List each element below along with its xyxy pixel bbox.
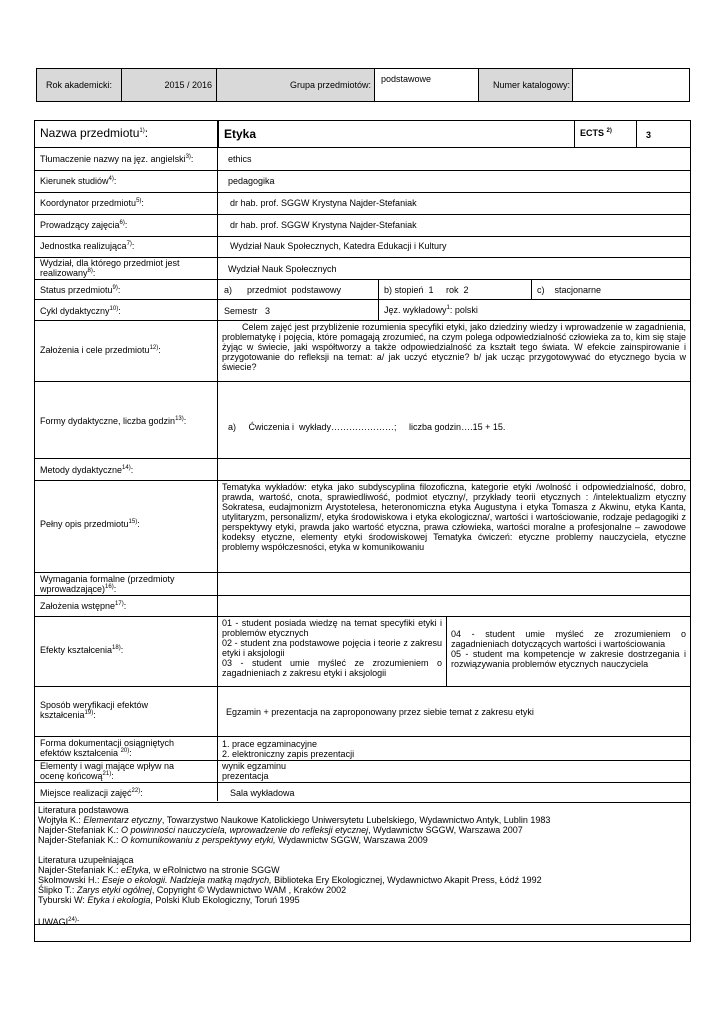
status-b: b) stopień 1 rok 2 [384, 285, 469, 295]
lit-p2: Najder-Stefaniak K.: O powinności nauczyciela, wprowadzenie do refleksji etycznej, Wydawnictw SGGW, Warszawa 2007 [38, 825, 523, 835]
status-c: c) stacjonarne [537, 285, 602, 295]
formy-value: a) Ćwiczenia i wykłady…………………; liczba godzin….15 + 15. [228, 422, 506, 432]
numer-value-cell [573, 69, 689, 101]
prow-value: dr hab. prof. SGGW Krystyna Najder-Stefaniak [230, 220, 417, 230]
opis-label: Pełny opis przedmiotu$^{15)}$: [40, 519, 140, 529]
forma-label: Forma dokumentacji osiągniętych efektów kształcenia $^{20)}$: [40, 738, 175, 758]
lit-podst-title: Literatura podstawowa [38, 805, 129, 815]
zalw-label: Założenia wstępne$^{17)}$: [40, 601, 127, 611]
elem-value: wynik egzaminu prezentacja [222, 761, 287, 781]
lit-u4: Tyburski W: Etyka i ekologia, Polski Klub Ekologiczny, Toruń 1995 [38, 895, 300, 905]
uwagi-label: UWAGI$^{24)}$: [38, 917, 80, 927]
lit-uzup-title: Literatura uzupełniająca [38, 855, 134, 865]
tlum-label: Tłumaczenie nazwy na jęz. angielski$^{3)}$: [40, 154, 194, 164]
header-row [36, 68, 690, 102]
elem-label: Elementy i wagi mające wpływ na ocenę końcową$^{21)}$: [40, 761, 175, 781]
wym-label: Wymagania formalne (przedmioty wprowadzające)$^{16)}$: [40, 574, 175, 594]
sposob-label: Sposób weryfikacji efektów kształcenia$^{19)}$: [40, 700, 149, 720]
miejsce-value: Sala wykładowa [230, 788, 295, 798]
jedn-label: Jednostka realizująca$^{7)}$: [40, 241, 135, 251]
ects-label: ECTS $^{2)}$ [580, 128, 612, 138]
literature-block [34, 804, 690, 906]
rok-label-cell [37, 69, 122, 101]
lit-p1: Wojtyła K.: Elementarz etyczny, Towarzystwo Naukowe Katolickiego Uniwersytetu Lubelskiego, Wydawnictwo Antyk, Lublin 1983 [38, 815, 551, 825]
numer-label-cell [479, 69, 573, 101]
forma-value: 1. prace egzaminacyjne 2. elektroniczny zapis prezentacji [222, 739, 355, 759]
tlum-value: ethics [228, 154, 252, 164]
formy-label: Formy dydaktyczne, liczba godzin$^{13)}$: [40, 416, 187, 426]
grupa-label: Grupa przedmiotów: [289, 80, 371, 90]
ects-value: 3 [646, 130, 652, 140]
grupa-value: podstawowe [381, 74, 432, 84]
wydz-value: Wydział Nauk Społecznych [228, 264, 337, 274]
nazwa-value: Etyka [224, 127, 257, 141]
nazwa-label: Nazwa przedmiotu$^{1)}$: [40, 126, 149, 140]
kier-label: Kierunek studiów$^{4)}$: [40, 176, 117, 186]
rok-value-cell [121, 69, 217, 101]
lit-u3: Ślipko T.: Zarys etyki ogólnej, Copyright © Wydawnictwo WAM , Kraków 2002 [38, 885, 347, 895]
opis-value: Tematyka wykładów: etyka jako subdyscyplina filozoficzna, kategorie etyki /wolność i odpowiedzialność, dobro, prawda, wartość, cnota, sprawiedliwość, podmiot etyczny/, przykłady teorii etycznych : /intelektualizm etyczny Sokratesa, eudajmonizm Arystotelesa, heteronomiczna etyka Augustyna i etyka Tomasza z Akwinu, etyka Kanta, utylitaryzm, personalizm/, etyka środowiskowa i etyka ekologiczna/, wartości i wartościowanie, rodzaje pedagogiki z perspektywy etyki, prawda jako wartość etyczna, prawa człowieka, wartości moralne a profesjonalne – zawodowe kodeksy etyczne, elementy etyki środowiskowej Tematyka ćwiczeń: etyczne problemy nauczyciela, etyczne problemy współczesności, etyka w komunikowaniu [222, 482, 686, 552]
jedn-value: Wydział Nauk Społecznych, Katedra Edukacji i Kultury [230, 241, 447, 251]
lit-u2: Skolmowski H.: Eseje o ekologii. Nadzieja matką mądrych, Biblioteka Ery Ekologicznej, Wydawnictwo Akapit Press, Łódź 1992 [38, 875, 542, 885]
efekty-right: 04 - student umie myśleć ze zrozumieniem o zagadnieniach dotyczących wartości i wartościowania 05 - student ma kompetencje w zakresie dostrzegania i rozwiązywania problemów etycznych nauczyciela [451, 629, 686, 669]
zal-label: Założenia i cele przedmiotu$^{12)}$: [40, 345, 161, 355]
grupa-value-cell [375, 69, 479, 101]
prow-label: Prowadzący zajęcia$^{6)}$: [40, 220, 128, 230]
rok-label: Rok akademicki: [45, 80, 113, 90]
wydz-label: Wydział, dla którego przedmiot jest realizowany$^{8)}$: [40, 258, 180, 278]
lit-p3: Najder-Stefaniak K.: O komunikowaniu z perspektywy etyki, Wydawnictw SGGW, Warszawa 2009 [38, 835, 428, 845]
cykl-sem: Semestr 3 [224, 306, 271, 316]
cykl-jez: Jęz. wykładowy$^1$: polski [384, 305, 478, 315]
status-a: a) przedmiot podstawowy [224, 285, 342, 295]
numer-label: Numer katalogowy: [492, 80, 570, 90]
miejsce-label: Miejsce realizacji zajęć$^{22)}$: [40, 788, 143, 798]
efekty-left: 01 - student posiada wiedzę na temat specyfiki etyki i problemów etycznych 02 - student zna podstawowe pojęcia i teorie z zakresu etyki i aksjologii 03 - student umie myśleć ze zrozumieniem o zagadnieniach z zakresu etyki i aksjologii [222, 618, 442, 678]
metody-label: Metody dydaktyczne$^{14)}$: [40, 465, 134, 475]
koord-label: Koordynator przedmiotu$^{5)}$: [40, 198, 144, 208]
kier-value: pedagogika [228, 176, 275, 186]
efekty-label: Efekty kształcenia$^{18)}$: [40, 645, 124, 655]
koord-value: dr hab. prof. SGGW Krystyna Najder-Stefaniak [230, 198, 417, 208]
cykl-label: Cykl dydaktyczny$^{10)}$: [40, 306, 121, 316]
zal-value: Celem zajęć jest przybliżenie rozumienia specyfiki etyki, jako dziedziny wiedzy i wprowadzenie w zagadnienia, problematykę i pojęcia, które pomagają zrozumieć, na czym polega odpowiedzialność człowieka za to, kim się staje żyjąc w świecie, jaki współtworzy a także odpowiedzialność za kształt tego świata. W efekcie zainspirowanie i przygotowanie do refleksji na temat: a/ jak uczyć etycznie? b/ jak ucząc przygotowywać do etycznego bycia w świecie? [222, 322, 686, 372]
sposob-value: Egzamin + prezentacja na zaproponowany przez siebie temat z zakresu etyki [226, 707, 534, 717]
status-label: Status przedmiotu$^{9)}$: [40, 285, 121, 295]
grupa-label-cell [217, 69, 375, 101]
rok-value: 2015 / 2016 [164, 80, 212, 90]
lit-u1: Najder-Stefaniak K.: eEtyka, w eRolnictwo na stronie SGGW [38, 865, 280, 875]
